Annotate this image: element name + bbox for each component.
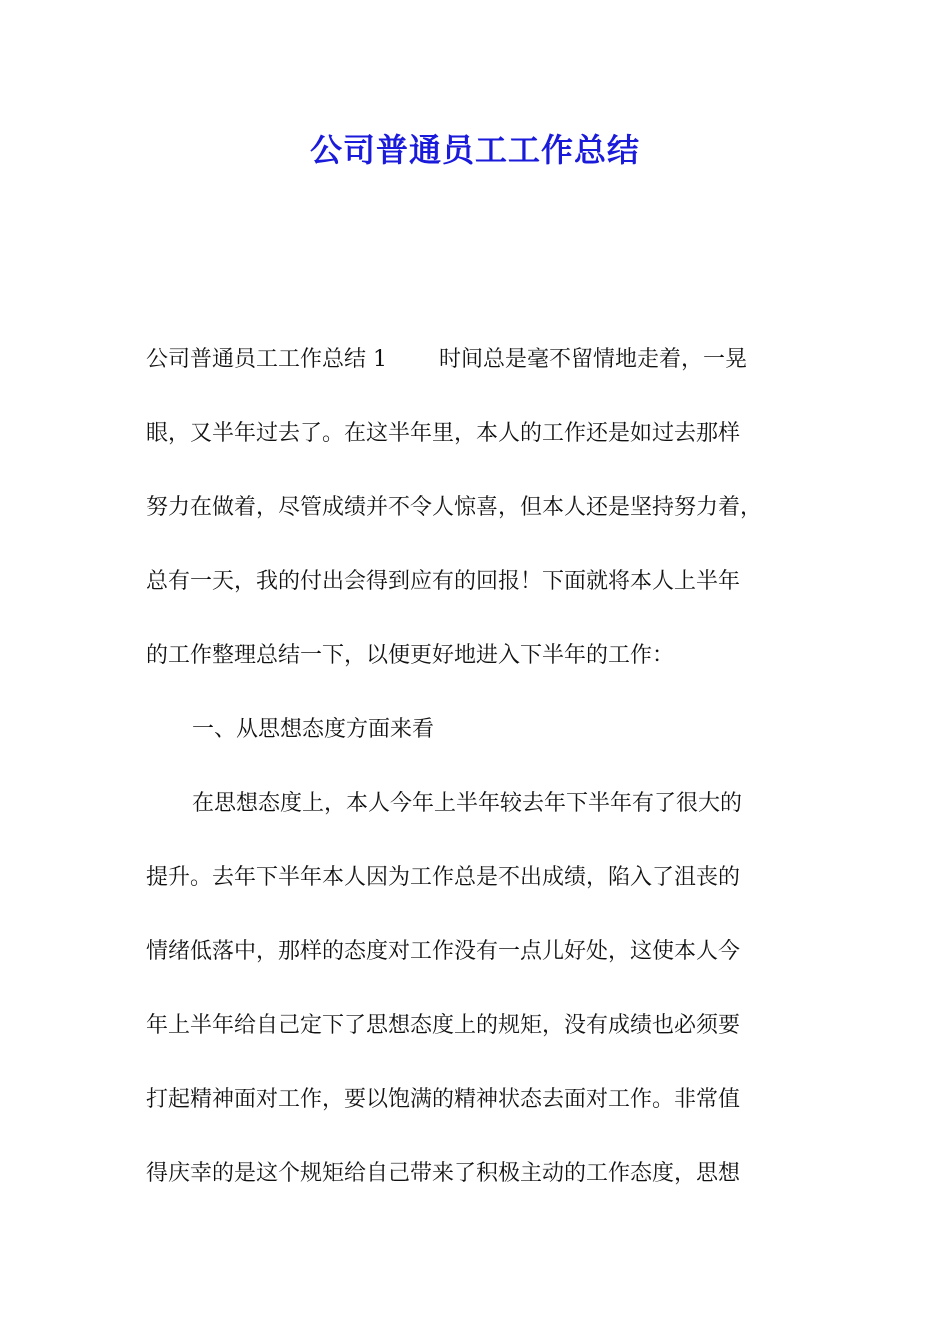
document-title: 公司普通员工工作总结 bbox=[309, 131, 640, 169]
section-heading: 公司普通员工工作总结 1 bbox=[146, 347, 387, 372]
body-line bbox=[146, 344, 747, 376]
body-text: 时间总是毫不留情地走着，一晃 bbox=[439, 347, 748, 372]
body-line: 年上半年给自己定下了思想态度上的规矩，没有成绩也必须要 bbox=[146, 1013, 741, 1038]
body-line: 努力在做着，尽管成绩并不令人惊喜，但本人还是坚持努力着， bbox=[146, 495, 763, 520]
body-line: 在思想态度上，本人今年上半年较去年下半年有了很大的 bbox=[192, 791, 743, 816]
body-line: 情绪低落中，那样的态度对工作没有一点儿好处，这使本人今 bbox=[146, 939, 741, 964]
body-line: 眼，又半年过去了。在这半年里，本人的工作还是如过去那样 bbox=[146, 421, 741, 446]
body-line: 得庆幸的是这个规矩给自己带来了积极主动的工作态度，思想 bbox=[146, 1161, 741, 1186]
body-line: 总有一天，我的付出会得到应有的回报！下面就将本人上半年 bbox=[146, 569, 741, 594]
subheading: 一、从思想态度方面来看 bbox=[192, 717, 435, 742]
body-line: 打起精神面对工作，要以饱满的精神状态去面对工作。非常值 bbox=[146, 1087, 741, 1112]
body-line: 的工作整理总结一下，以便更好地进入下半年的工作： bbox=[146, 643, 675, 668]
body-line: 提升。去年下半年本人因为工作总是不出成绩，陷入了沮丧的 bbox=[146, 865, 741, 890]
